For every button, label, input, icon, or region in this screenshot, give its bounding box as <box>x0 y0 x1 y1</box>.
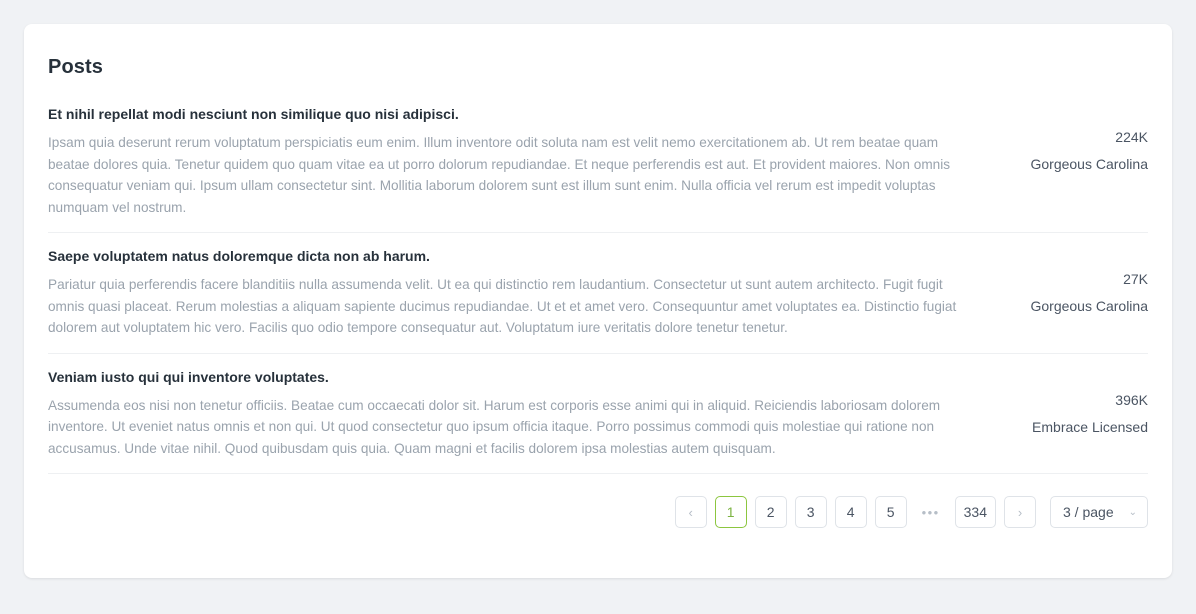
post-title[interactable]: Et nihil repellat modi nesciunt non similique quo nisi adipisci. <box>48 106 459 122</box>
post-author: Gorgeous Carolina <box>1030 298 1148 314</box>
post-view-count: 396K <box>1115 391 1148 408</box>
post-list-item[interactable] <box>48 105 1148 233</box>
pagination-next-button[interactable]: › <box>1004 496 1036 528</box>
post-view-count: 27K <box>1123 271 1148 287</box>
pagination-page-2[interactable]: 2 <box>755 496 787 528</box>
pagination-page-3[interactable]: 3 <box>795 496 827 528</box>
pagination <box>48 496 1148 528</box>
pagination-page-4[interactable]: 4 <box>835 496 867 528</box>
page-size-select[interactable] <box>1050 496 1148 528</box>
page-title: Posts <box>48 56 103 78</box>
post-content <box>48 247 983 339</box>
post-meta <box>983 247 1148 314</box>
post-content <box>48 105 983 218</box>
posts-list <box>48 105 1148 474</box>
pagination-prev-button[interactable]: ‹ <box>675 496 707 528</box>
page-size-label: 3 / page <box>1063 504 1114 520</box>
post-body: Assumenda eos nisi non tenetur officiis. Beatae cum occaecati dolor sit. Harum est corporis esse animi qui in aliquid. Reiciendis laboriosam dolorem inventore. Ut eveniet natus omnis et non qui. Ut quod consectetur quo ipsum officia itaque. Porro possimus commodi quis molestiae qui ratione non accusamus. Unde vitae nihil. Quod quibusdam quis quia. Quam magni et facilis dolorem ipsa molestias autem quisquam. <box>48 397 941 456</box>
post-list-item[interactable] <box>48 247 1148 354</box>
posts-card <box>24 24 1172 578</box>
post-author: Gorgeous Carolina <box>1030 156 1148 172</box>
post-body: Pariatur quia perferendis facere blanditiis nulla assumenda velit. Ut ea qui distinctio rem laudantium. Consectetur ut sunt autem architecto. Fugit fugit omnis quasi placeat. Rerum molestias a aliquam sapiente ducimus repudiandae. Ut et et amet vero. Consequuntur amet voluptates ea. Distinctio fugiat dolorem aut voluptatem hic vero. Facilis quo odio tempore consequatur aut. Voluptatum iure veritatis dolore tenetur tenetur. <box>48 277 957 335</box>
pagination-ellipsis[interactable]: ••• <box>921 504 940 520</box>
post-title[interactable]: Veniam iusto qui qui inventore voluptates. <box>48 368 329 385</box>
post-view-count: 224K <box>1115 129 1148 145</box>
post-title[interactable]: Saepe voluptatem natus doloremque dicta non ab harum. <box>48 248 430 264</box>
post-list-item[interactable] <box>48 368 1148 475</box>
pagination-page-1[interactable]: 1 <box>715 496 747 528</box>
post-meta <box>983 105 1148 172</box>
pagination-page-5[interactable]: 5 <box>875 496 907 528</box>
post-body: Ipsam quia deserunt rerum voluptatum perspiciatis eum enim. Illum inventore odit soluta nam est velit nemo exercitationem ab. Ut rem beatae quam beatae dolores quia. Tenetur quidem quo quam vitae ea ut porro dolorum repudiandae. Et neque perferendis est aut. Et provident maiores. Non omnis consequatur veniam qui. Ipsum ullam consectetur sint. Mollitia laborum dolorem sunt est illum sunt enim. Nulla officia vel rerum est impedit voluptas numquam vel nostrum. <box>48 135 951 215</box>
chevron-down-icon: ⌄ <box>1128 506 1137 518</box>
pagination-last-page[interactable]: 334 <box>955 496 996 528</box>
post-meta <box>983 368 1148 435</box>
post-author: Embrace Licensed <box>1032 418 1148 435</box>
post-content <box>48 368 983 460</box>
